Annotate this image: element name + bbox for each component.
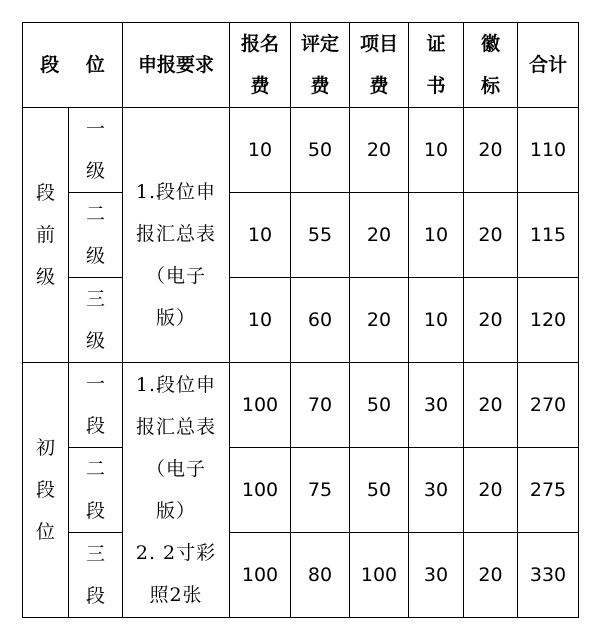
header-text-line: 费 — [310, 75, 330, 97]
badge-fee-cell: 20 — [464, 533, 518, 618]
header-total: 合计 — [518, 23, 579, 108]
requirement-line: 版） — [155, 500, 196, 522]
assessment-fee-cell: 50 — [291, 108, 350, 193]
header-registration-fee — [230, 23, 291, 108]
total-cell: 115 — [518, 193, 579, 278]
total-cell: 275 — [518, 448, 579, 533]
table-row — [23, 533, 579, 618]
assessment-fee-cell: 55 — [291, 193, 350, 278]
certificate-fee-cell: 30 — [409, 533, 464, 618]
level-char: 二 — [85, 458, 105, 480]
registration-fee-cell: 10 — [230, 278, 291, 363]
level-char: 级 — [85, 245, 105, 267]
header-text-line: 费 — [369, 75, 389, 97]
requirements-cell-first-dan — [123, 363, 230, 618]
level-char: 一 — [85, 373, 105, 395]
requirement-line: （电子 — [145, 458, 206, 480]
header-certificate — [409, 23, 464, 108]
header-text-line: 项目 — [359, 33, 398, 55]
assessment-fee-cell: 70 — [291, 363, 350, 448]
header-item-fee — [350, 23, 409, 108]
level-cell — [69, 448, 123, 533]
level-char: 级 — [85, 160, 105, 182]
group-label-char: 段 — [35, 479, 55, 501]
fee-table — [22, 22, 579, 618]
header-assessment-fee — [291, 23, 350, 108]
requirement-line: 报汇总表 — [135, 223, 216, 245]
level-char: 级 — [85, 330, 105, 352]
certificate-fee-cell: 10 — [409, 278, 464, 363]
header-requirements: 申报要求 — [123, 23, 230, 108]
requirement-line: 报汇总表 — [135, 416, 216, 438]
level-char: 段 — [85, 585, 105, 607]
header-row — [23, 23, 579, 108]
badge-fee-cell: 20 — [464, 193, 518, 278]
requirement-line: 1.段位申 — [135, 181, 217, 203]
group-label-char: 初 — [35, 437, 55, 459]
registration-fee-cell: 10 — [230, 193, 291, 278]
header-text-line: 标 — [480, 75, 500, 97]
requirements-cell-pre-dan — [123, 108, 230, 363]
registration-fee-cell: 10 — [230, 108, 291, 193]
header-badge — [464, 23, 518, 108]
requirement-line: 1.段位申 — [135, 374, 217, 396]
group-label-pre-dan — [23, 108, 69, 363]
group-label-char: 段 — [35, 182, 55, 204]
header-rank-part: 段 — [40, 54, 60, 76]
header-text-line: 费 — [250, 75, 270, 97]
item-fee-cell: 50 — [350, 448, 409, 533]
table-row — [23, 363, 579, 448]
group-label-char: 前 — [35, 224, 55, 246]
header-text-line: 报名 — [240, 33, 279, 55]
badge-fee-cell: 20 — [464, 278, 518, 363]
header-text-line: 证 — [426, 33, 446, 55]
registration-fee-cell: 100 — [230, 448, 291, 533]
badge-fee-cell: 20 — [464, 363, 518, 448]
registration-fee-cell: 100 — [230, 533, 291, 618]
registration-fee-cell: 100 — [230, 363, 291, 448]
certificate-fee-cell: 10 — [409, 193, 464, 278]
level-cell — [69, 193, 123, 278]
table-row — [23, 278, 579, 363]
level-cell — [69, 108, 123, 193]
header-rank-part: 位 — [85, 54, 105, 76]
level-char: 段 — [85, 415, 105, 437]
certificate-fee-cell: 30 — [409, 448, 464, 533]
header-text-line: 评定 — [300, 33, 339, 55]
item-fee-cell: 20 — [350, 278, 409, 363]
badge-fee-cell: 20 — [464, 108, 518, 193]
assessment-fee-cell: 60 — [291, 278, 350, 363]
group-label-char: 级 — [35, 266, 55, 288]
item-fee-cell: 20 — [350, 108, 409, 193]
level-char: 三 — [85, 288, 105, 310]
table-row — [23, 193, 579, 278]
item-fee-cell: 100 — [350, 533, 409, 618]
certificate-fee-cell: 10 — [409, 108, 464, 193]
total-cell: 120 — [518, 278, 579, 363]
header-rank — [23, 23, 123, 108]
header-text-line: 书 — [426, 75, 446, 97]
item-fee-cell: 50 — [350, 363, 409, 448]
header-text-line: 徽 — [480, 33, 500, 55]
certificate-fee-cell: 30 — [409, 363, 464, 448]
assessment-fee-cell: 80 — [291, 533, 350, 618]
assessment-fee-cell: 75 — [291, 448, 350, 533]
requirement-line: （电子 — [145, 265, 206, 287]
level-cell — [69, 533, 123, 618]
level-char: 二 — [85, 203, 105, 225]
badge-fee-cell: 20 — [464, 448, 518, 533]
group-label-char: 位 — [35, 521, 55, 543]
group-label-first-dan — [23, 363, 69, 618]
total-cell: 270 — [518, 363, 579, 448]
total-cell: 330 — [518, 533, 579, 618]
table-row — [23, 108, 579, 193]
requirement-line: 版） — [155, 307, 196, 329]
level-char: 三 — [85, 543, 105, 565]
level-cell — [69, 363, 123, 448]
level-char: 段 — [85, 500, 105, 522]
level-cell — [69, 278, 123, 363]
total-cell: 110 — [518, 108, 579, 193]
table-row — [23, 448, 579, 533]
requirement-line: 2. 2寸彩 — [135, 542, 217, 564]
level-char: 一 — [85, 118, 105, 140]
item-fee-cell: 20 — [350, 193, 409, 278]
requirement-line: 照2张 — [149, 584, 203, 606]
